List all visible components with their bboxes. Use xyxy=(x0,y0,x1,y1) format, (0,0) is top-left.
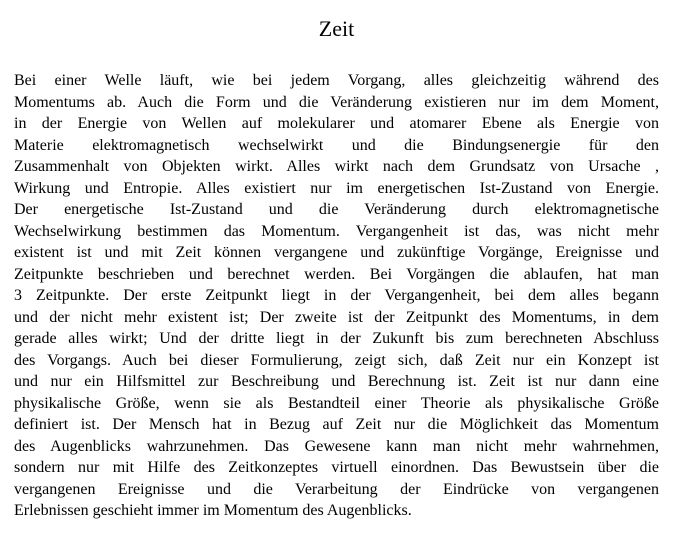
body-line: definiert ist. Der Mensch hat in Bezug auf Zeit nur die Möglichkeit das Momentum xyxy=(14,416,659,433)
body-line: und der nicht mehr existent ist; Der zweite ist der Zeitpunkt des Momentums, in dem xyxy=(14,308,659,326)
body-line: sondern nur mit Hilfe des Zeitkonzeptes virtuell einordnen. Das Bewustsein über die xyxy=(14,459,659,476)
body-line: vergangenen Ereignisse und die Verarbeitung der Eindrücke von vergangenen xyxy=(14,480,659,498)
document-title: Zeit xyxy=(318,16,355,41)
body-line: Materie elektromagnetisch wechselwirkt und die Bindungsenergie für den xyxy=(14,136,659,154)
body-line: Bei einer Welle läuft, wie bei jedem Vorgang, alles gleichzeitig während des xyxy=(14,72,659,89)
body-line: Wirkung und Entropie. Alles existiert nur im energetischen Ist-Zustand von Energie. xyxy=(14,179,659,197)
body-line: Erlebnissen geschieht immer im Momentum des Augenblicks. xyxy=(14,502,412,519)
body-line: und nur ein Hilfsmittel zur Beschreibung und Berechnung ist. Zeit ist nur dann eine xyxy=(14,373,659,390)
body-line: Der energetische Ist-Zustand und die Veränderung durch elektromagnetische xyxy=(14,201,659,218)
document-body xyxy=(14,70,659,522)
body-line: gerade alles wirkt; Und der dritte liegt in der Zukunft bis zum berechneten Abschluss xyxy=(14,330,659,347)
body-line: des Vorgangs. Auch bei dieser Formulierung, zeigt sich, daß Zeit nur ein Konzept ist xyxy=(14,351,659,369)
body-line: 3 Zeitpunkte. Der erste Zeitpunkt liegt in der Vergangenheit, bei dem alles begann xyxy=(14,287,659,304)
body-line: Zeitpunkte beschrieben und berechnet werden. Bei Vorgängen die ablaufen, hat man xyxy=(14,265,659,283)
body-line: Zusammenhalt von Objekten wirkt. Alles wirkt nach dem Grundsatz von Ursache , xyxy=(14,158,659,175)
body-line: existent ist und mit Zeit können vergangene und zukünftige Vorgänge, Ereignisse und xyxy=(14,244,659,261)
body-line: des Augenblicks wahrzunehmen. Das Gewesene kann man nicht mehr wahrnehmen, xyxy=(14,437,659,455)
body-line: in der Energie von Wellen auf molekularer und atomarer Ebene als Energie von xyxy=(14,115,659,132)
body-line: physikalische Größe, wenn sie als Bestandteil einer Theorie als physikalische Größe xyxy=(14,394,659,412)
body-line: Wechselwirkung bestimmen das Momentum. Vergangenheit ist das, was nicht mehr xyxy=(14,222,659,240)
body-line: Momentums ab. Auch die Form und die Veränderung existieren nur im dem Moment, xyxy=(14,93,659,111)
